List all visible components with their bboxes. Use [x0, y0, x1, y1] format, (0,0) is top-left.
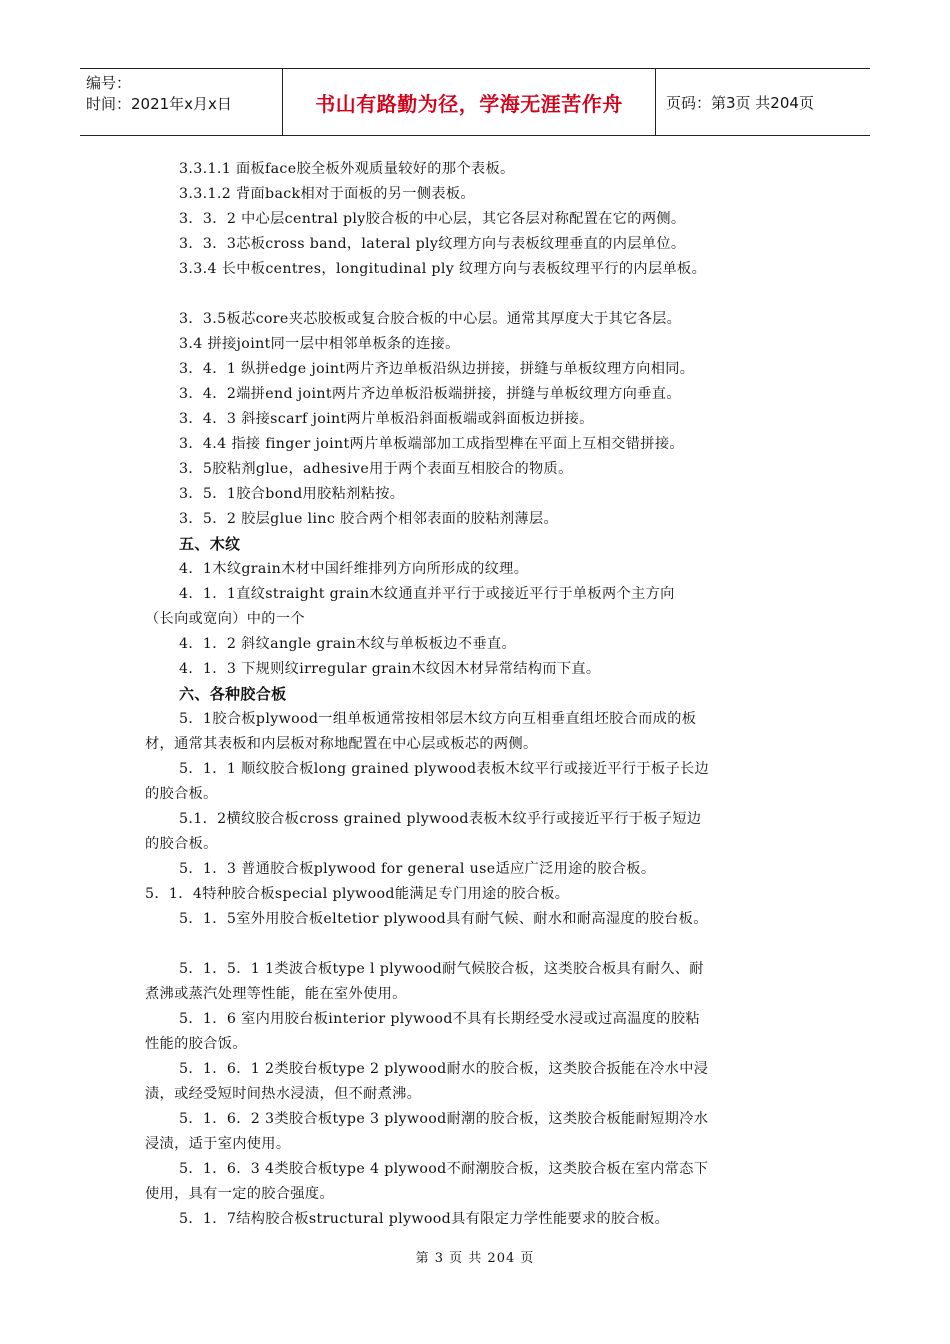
text-line: 3．3．3芯板cross band，lateral ply纹理方向与表板纹理垂直的内层单位。	[179, 236, 686, 252]
text-line: 5.1．2横纹胶合板cross grained plywood表板木纹乎行或接近平行于板子短边	[179, 811, 702, 827]
text-line: 3．4．2端拼end joint两片齐边单板沿板端拼接，拼缝与单板纹理方向垂直。	[179, 386, 681, 402]
text-line: 3．4.4 指接 finger joint两片单板端部加工成指型榫在平面上互相交错拼接。	[179, 436, 684, 452]
text-line: 5．1．5．1 1类波合板type l plywood耐气候胶合板，这类胶合板具有耐久、耐	[179, 961, 704, 977]
text-line: 3．5．2 胶层glue linc 胶合两个相邻表面的胶粘剂薄层。	[179, 511, 559, 527]
text-line: 4．1．2 斜纹angle grain木纹与单板板边不垂直。	[179, 636, 517, 652]
text-line: 3．5．1胶合bond用胶粘剂粘按。	[179, 486, 405, 502]
text-line: 5．1．3 普通胶合板plywood for general use适应广泛用途的胶合板。	[179, 861, 656, 877]
text-line: 3.3.4 长中板centres，longitudinal ply 纹理方向与表板纹理平行的内层单板。	[179, 261, 707, 277]
page-header	[80, 68, 870, 136]
text-line: 3．4．3 斜接scarf joint两片单板沿斜面板端或斜面板边拼接。	[179, 411, 594, 427]
text-line: 3.4 拼接joint同一层中相邻单板条的连接。	[179, 336, 460, 352]
page-footer: 第 3 页 共 204 页	[415, 1251, 535, 1266]
text-line: 使用，具有一定的胶合强度。	[145, 1186, 334, 1202]
text-line: 5．1．7结构胶合板structural plywood具有限定力学性能要求的胶合板。	[179, 1211, 670, 1227]
text-line: 4．1．1直纹straight grain木纹通直并平行于或接近平行于单板两个主方向	[179, 586, 675, 602]
text-line: 4．1木纹grain木材中国纤维排列方向所形成的纹理。	[179, 561, 529, 577]
blank-line	[145, 282, 805, 307]
text-line: 煮沸或蒸汽处理等性能，能在室外使用。	[145, 986, 407, 1002]
text-line: 5．1．6．2 3类胶合板type 3 plywood耐潮的胶合板，这类胶合板能耐短期冷水	[179, 1111, 709, 1127]
text-line: 渍，或经受短时间热水浸渍，但不耐煮沸。	[145, 1086, 422, 1102]
text-line: 5．1．6．3 4类胶合板type 4 plywood不耐潮胶合板，这类胶合板在室内常态下	[179, 1161, 709, 1177]
section-heading: 六、各种胶合板	[179, 685, 287, 703]
document-date: 时间：2021年x月x日	[86, 95, 232, 113]
header-meta	[80, 69, 282, 135]
text-line: 的胶合板。	[145, 786, 218, 802]
text-line: 5．1．4特种胶合板special plywood能满足专门用途的胶合板。	[145, 886, 570, 902]
text-line: 3．3．2 中心层central ply胶合板的中心层，其它各层对称配置在它的两侧。	[179, 211, 686, 227]
document-body	[145, 157, 805, 1232]
text-line: 3．5胶粘剂glue，adhesive用于两个表面互相胶合的物质。	[179, 461, 573, 477]
text-line: 3.3.1.1 面板face胶全板外观质量较好的那个表板。	[179, 161, 515, 177]
text-line: 5．1．6．1 2类胶台板type 2 plywood耐水的胶合板，这类胶合扳能在冷水中浸	[179, 1061, 709, 1077]
text-line: 3．4．1 纵拼edge joint两片齐边单板沿纵边拼接，拼缝与单板纹理方向相同。	[179, 361, 695, 377]
header-page-info: 页码：第3页 共204页	[666, 93, 814, 112]
text-line: 的胶合板。	[145, 836, 218, 852]
blank-line	[145, 932, 805, 957]
text-line: 性能的胶合饭。	[145, 1036, 247, 1052]
text-line: 3．3.5板芯core夹芯胶板或复合胶合板的中心层。通常其厚度大于其它各层。	[179, 311, 682, 327]
document-number-label: 编号：	[86, 74, 132, 92]
text-line: 浸渍，适于室内使用。	[145, 1136, 291, 1152]
text-line: 5．1．5室外用胶合板eltetior plywood具有耐气候、耐水和耐高湿度的胶台板。	[179, 911, 708, 927]
header-motto: 书山有路勤为径，学海无涯苦作舟	[282, 69, 656, 135]
text-line: 4．1．3 下规则纹irregular grain木纹因木材异常结构而下直。	[179, 661, 601, 677]
section-heading: 五、木纹	[179, 535, 241, 553]
text-line: 5．1胶合板plywood一组单板通常按相邻层木纹方向互相垂直组坯胶合而成的板	[179, 711, 697, 727]
text-line: 3.3.1.2 背面back相对于面板的另一侧表板。	[179, 186, 475, 202]
text-line: 5．1．6 室内用胶台板interior plywood不具有长期经受水浸或过高温度的胶粘	[179, 1011, 700, 1027]
text-line: 材，通常其表板和内层板对称地配置在中心层或板芯的两侧。	[145, 736, 538, 752]
text-line: （长向或宽向）中的一个	[145, 611, 305, 627]
text-line: 5．1．1 顺纹胶合板long grained plywood表板木纹平行或接近平行于板子长边	[179, 761, 710, 777]
